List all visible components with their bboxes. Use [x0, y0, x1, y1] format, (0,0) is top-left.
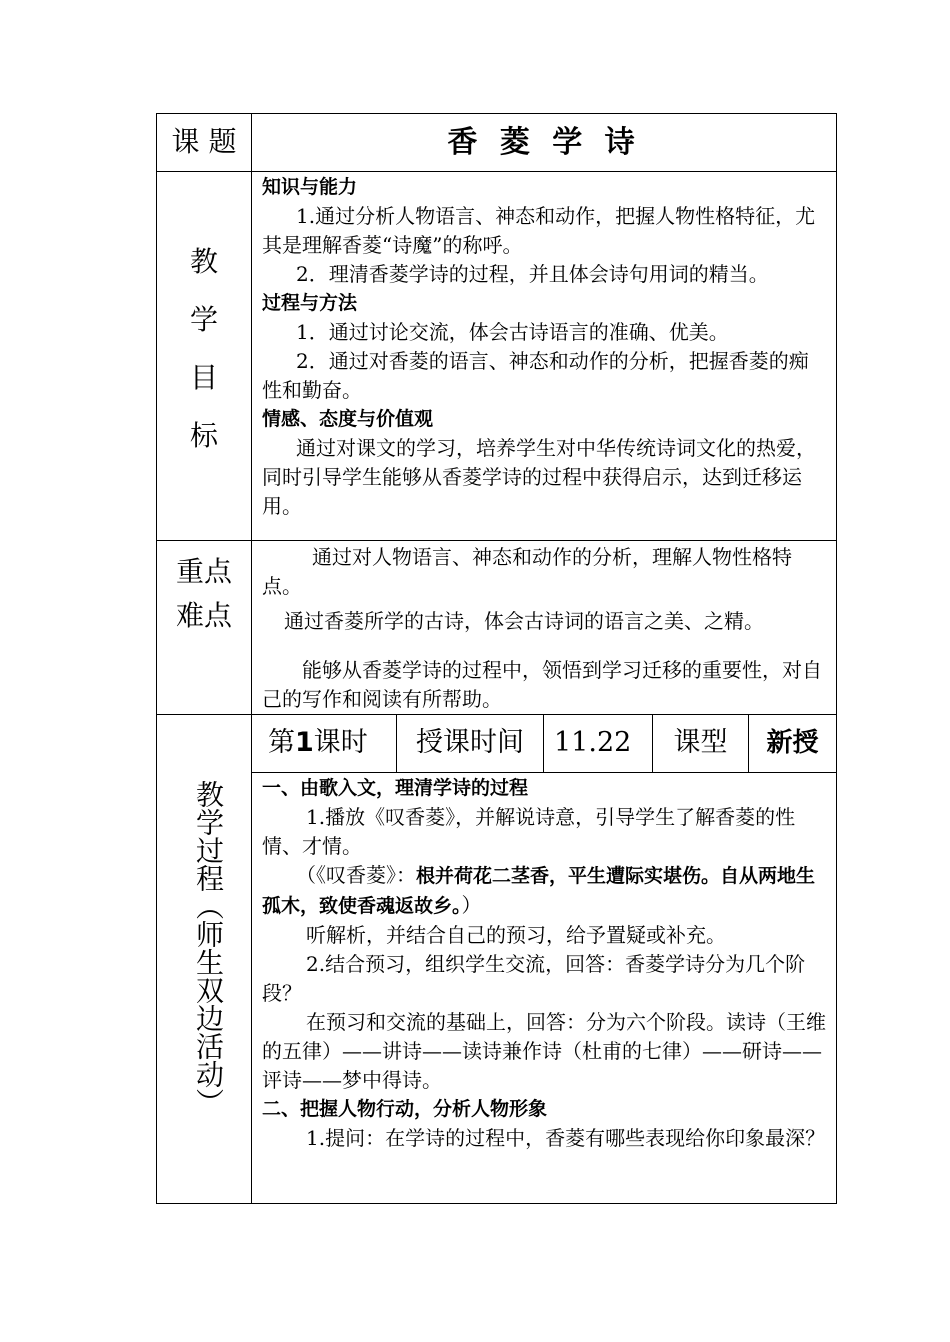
period-prefix: 第: [268, 727, 295, 758]
goals-label-char: 学: [189, 303, 218, 336]
paragraph: 2．理清香菱学诗的过程，并且体会诗句用词的精当。: [296, 262, 769, 286]
paragraph: 2．通过对香菱的语言、神态和动作的分析，把握香菱的痴性和勤奋。: [262, 349, 809, 402]
poem-prefix: （《叹香菱》：: [296, 863, 416, 887]
keypoints-content: [262, 543, 828, 714]
section-heading: 过程与方法: [262, 292, 358, 314]
lesson-title: 香 菱 学 诗: [447, 125, 641, 160]
topic-label: 课 题: [171, 125, 237, 158]
process-label: 教学过程（师生双边活动）: [192, 780, 225, 1116]
goals-content: [262, 173, 828, 521]
goals-label-char: 目: [189, 361, 218, 394]
paragraph: 能够从香菱学诗的过程中，领悟到学习迁移的重要性，对自己的写作和阅读有所帮助。: [262, 658, 822, 711]
paragraph: 1.通过分析人物语言、神态和动作，把握人物性格特征，尤其是理解香菱“诗魔”的称呼。: [262, 204, 816, 257]
period-number: 1: [295, 727, 314, 758]
process-content: [262, 774, 828, 1153]
section-heading: 一、由歌入文，理清学诗的过程: [262, 777, 529, 799]
paragraph: 1．通过讨论交流，体会古诗语言的准确、优美。: [296, 320, 729, 344]
keypoints-label-line: 重点: [175, 555, 232, 588]
section-heading: 情感、态度与价值观: [262, 408, 434, 430]
time-value: 11.22: [554, 727, 632, 758]
paragraph: 通过对课文的学习，培养学生对中华传统诗词文化的热爱，同时引导学生能够从香菱学诗的过程中获得启示，达到迁移运用。: [262, 436, 816, 518]
period-cell: [252, 714, 396, 772]
keypoints-label: [157, 550, 251, 638]
paragraph: [262, 861, 828, 921]
poem-suffix: ）: [461, 893, 482, 917]
paragraph: 通过香菱所学的古诗，体会古诗词的语言之美、之精。: [284, 609, 764, 633]
paragraph: 通过对人物语言、神态和动作的分析，理解人物性格特点。: [262, 545, 792, 598]
paragraph: 2.结合预习，组织学生交流，回答：香菱学诗分为几个阶段？: [262, 952, 806, 1005]
type-label: 课型: [673, 727, 728, 758]
time-label: 授课时间: [416, 727, 524, 758]
poem-text: 根并荷花二茎香，平生遭际实堪伤。自从两地生孤木，致使香魂返故乡。: [262, 865, 816, 917]
section-heading: 二、把握人物行动，分析人物形象: [262, 1098, 548, 1120]
paragraph: 1.播放《叹香菱》，并解说诗意，引导学生了解香菱的性情、才情。: [262, 805, 796, 858]
paragraph: 听解析，并结合自己的预习，给予置疑或补充。: [306, 923, 726, 947]
goals-label-char: 教: [189, 245, 218, 278]
paragraph: 1.提问：在学诗的过程中，香菱有哪些表现给你印象最深？: [306, 1126, 826, 1150]
period-suffix: 课时: [313, 727, 368, 758]
goals-label-char: 标: [189, 419, 218, 452]
section-heading: 知识与能力: [262, 176, 358, 198]
paragraph: 在预习和交流的基础上，回答：分为六个阶段。读诗（王维的五律）——讲诗——读诗兼作诗（杜甫的七律）——研诗——评诗——梦中得诗。: [262, 1010, 826, 1092]
type-value: 新授: [766, 728, 819, 758]
goals-label: [157, 240, 251, 472]
keypoints-label-line: 难点: [175, 599, 232, 632]
